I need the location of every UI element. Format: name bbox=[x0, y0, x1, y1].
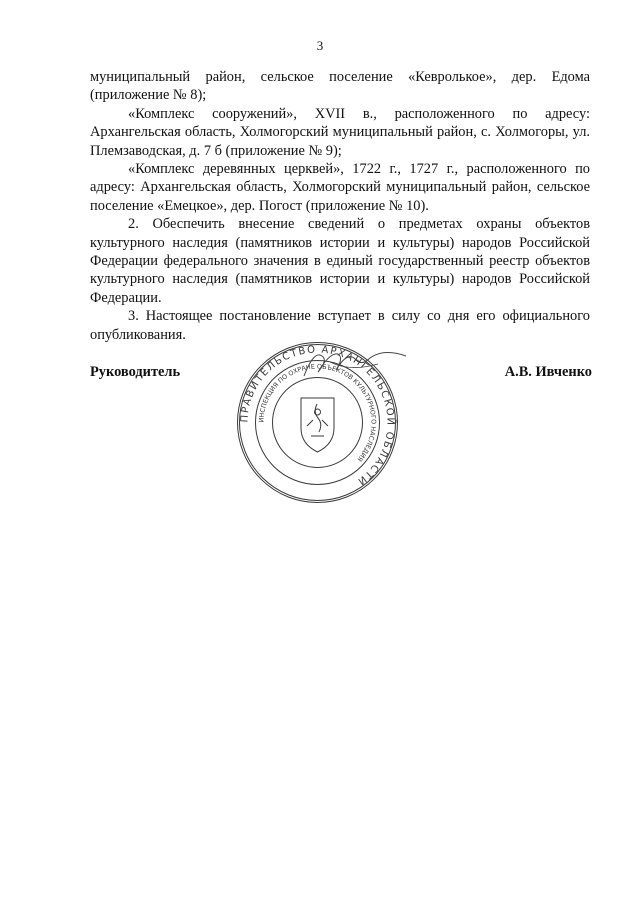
body-text bbox=[90, 68, 590, 344]
paragraph-appendix-9: «Комплекс сооружений», XVII в., расположенного по адресу: Архангельская область, Холмогорский муниципальный район, с. Холмогоры, ул. Племзаводская, д. 7 б (приложение № 9); bbox=[90, 105, 590, 159]
paragraph-item-3: 3. Настоящее постановление вступает в силу со дня его официального опубликования. bbox=[90, 308, 590, 343]
signer-name: А.В. Ивченко bbox=[504, 364, 592, 380]
svg-text:ИНСПЕКЦИЯ ПО ОХРАНЕ ОБЪЕКТОВ К: ИНСПЕКЦИЯ ПО ОХРАНЕ ОБЪЕКТОВ КУЛЬТУРНОГО НАСЛЕДИЯ bbox=[257, 362, 378, 464]
paragraph-appendix-10: «Комплекс деревянных церквей», 1722 г., 1727 г., расположенного по адресу: Архангельская область, Холмогорский муниципальный район, сельское поселение «Емецкое», дер. Погост (приложение № 10). bbox=[90, 161, 590, 214]
paragraph-continuation: муниципальный район, сельское поселение «Кевролькое», дер. Едома (приложение № 8); bbox=[90, 69, 590, 104]
handwritten-signature-icon bbox=[300, 342, 410, 382]
signer-title: Руководитель bbox=[90, 364, 181, 380]
paragraph-item-2: 2. Обеспечить внесение сведений о предметах охраны объектов культурного наследия (памятников истории и культуры) народов Российской Федерации федерального значения в единый государственный реестр объектов культурного наследия (памятников истории и культуры) народов Российской Федерации. bbox=[90, 216, 590, 306]
coat-of-arms-icon bbox=[301, 398, 334, 452]
svg-text:ПРАВИТЕЛЬСТВО АРХАНГЕЛЬСКОЙ ОБ: ПРАВИТЕЛЬСТВО АРХАНГЕЛЬСКОЙ ОБЛАСТИ bbox=[239, 344, 396, 488]
page-number: 3 bbox=[316, 38, 324, 53]
